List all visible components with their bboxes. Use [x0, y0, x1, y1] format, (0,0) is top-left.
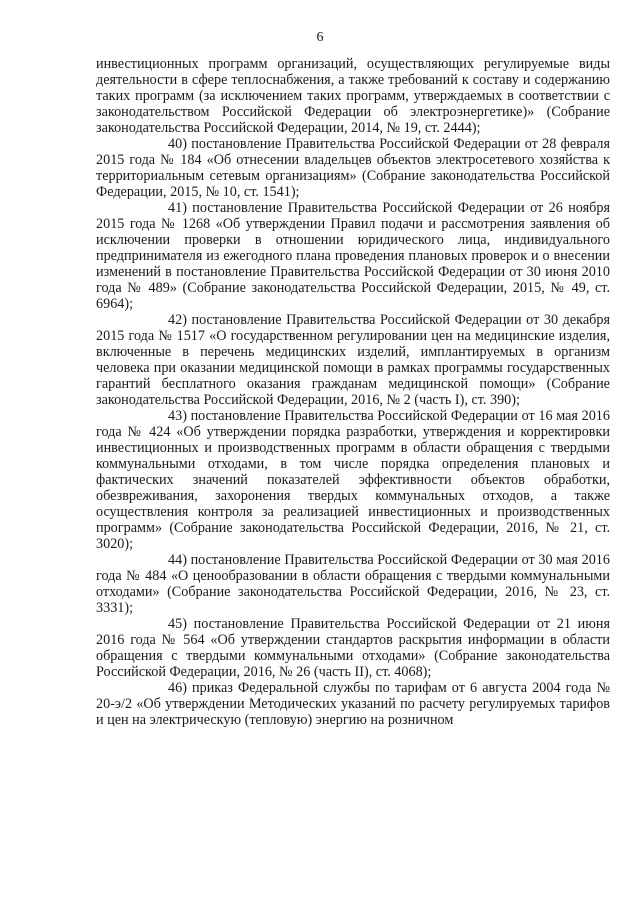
list-item-40: 40) постановление Правительства Российской Федерации от 28 февраля 2015 года № 184 «Об отнесении владельцев объектов электросетевого хозяйства к территориальным сетевым организациям» (Собрание законодательства Российской Федерации, 2015, № 10, ст. 1541); — [96, 136, 610, 200]
list-item-44: 44) постановление Правительства Российской Федерации от 30 мая 2016 года № 484 «О ценообразовании в области обращения с твердыми коммунальными отходами» (Собрание законодательства Российской Федерации, 2016, № 23, ст. 3331); — [96, 552, 610, 616]
paragraph-continuation: инвестиционных программ организаций, осуществляющих регулируемые виды деятельности в сфере теплоснабжения, а также требований к составу и содержанию таких программ (за исключением таких программ, утверждаемых в соответствии с законодательством Российской Федерации об электроэнергетике)» (Собрание законодательства Российской Федерации, 2014, № 19, ст. 2444); — [96, 56, 610, 136]
list-item-43: 43) постановление Правительства Российской Федерации от 16 мая 2016 года № 424 «Об утверждении порядка разработки, утверждения и корректировки инвестиционных и производственных программ в области обращения с твердыми коммунальными отходами, в том числе порядка определения плановых и фактических значений показателей эффективности объектов обработки, обезвреживания, захоронения твердых коммунальных отходов, а также осуществления контроля за реализацией инвестиционных и производственных программ» (Собрание законодательства Российской Федерации, 2016, № 21, ст. 3020); — [96, 408, 610, 552]
list-item-45: 45) постановление Правительства Российской Федерации от 21 июня 2016 года № 564 «Об утверждении стандартов раскрытия информации в области обращения с твердыми коммунальными отходами» (Собрание законодательства Российской Федерации, 2016, № 26 (часть II), ст. 4068); — [96, 616, 610, 680]
list-item-41: 41) постановление Правительства Российской Федерации от 26 ноября 2015 года № 1268 «Об утверждении Правил подачи и рассмотрения заявления об исключении проверки в отношении юридического лица, индивидуального предпринимателя из ежегодного плана проведения плановых проверок и о внесении изменений в постановление Правительства Российской Федерации от 30 июня 2010 года № 489» (Собрание законодательства Российской Федерации, 2015, № 49, ст. 6964); — [96, 200, 610, 312]
document-body — [96, 56, 610, 728]
list-item-42: 42) постановление Правительства Российской Федерации от 30 декабря 2015 года № 1517 «О государственном регулировании цен на медицинские изделия, включенные в перечень медицинских изделий, имплантируемых в организм человека при оказании медицинской помощи в рамках программы государственных гарантий бесплатного оказания гражданам медицинской помощи» (Собрание законодательства Российской Федерации, 2016, № 2 (часть I), ст. 390); — [96, 312, 610, 408]
list-item-46: 46) приказ Федеральной службы по тарифам от 6 августа 2004 года № 20-э/2 «Об утверждении Методических указаний по расчету регулируемых тарифов и цен на электрическую (тепловую) энергию на розничном — [96, 680, 610, 728]
page-number: 6 — [316, 30, 324, 45]
